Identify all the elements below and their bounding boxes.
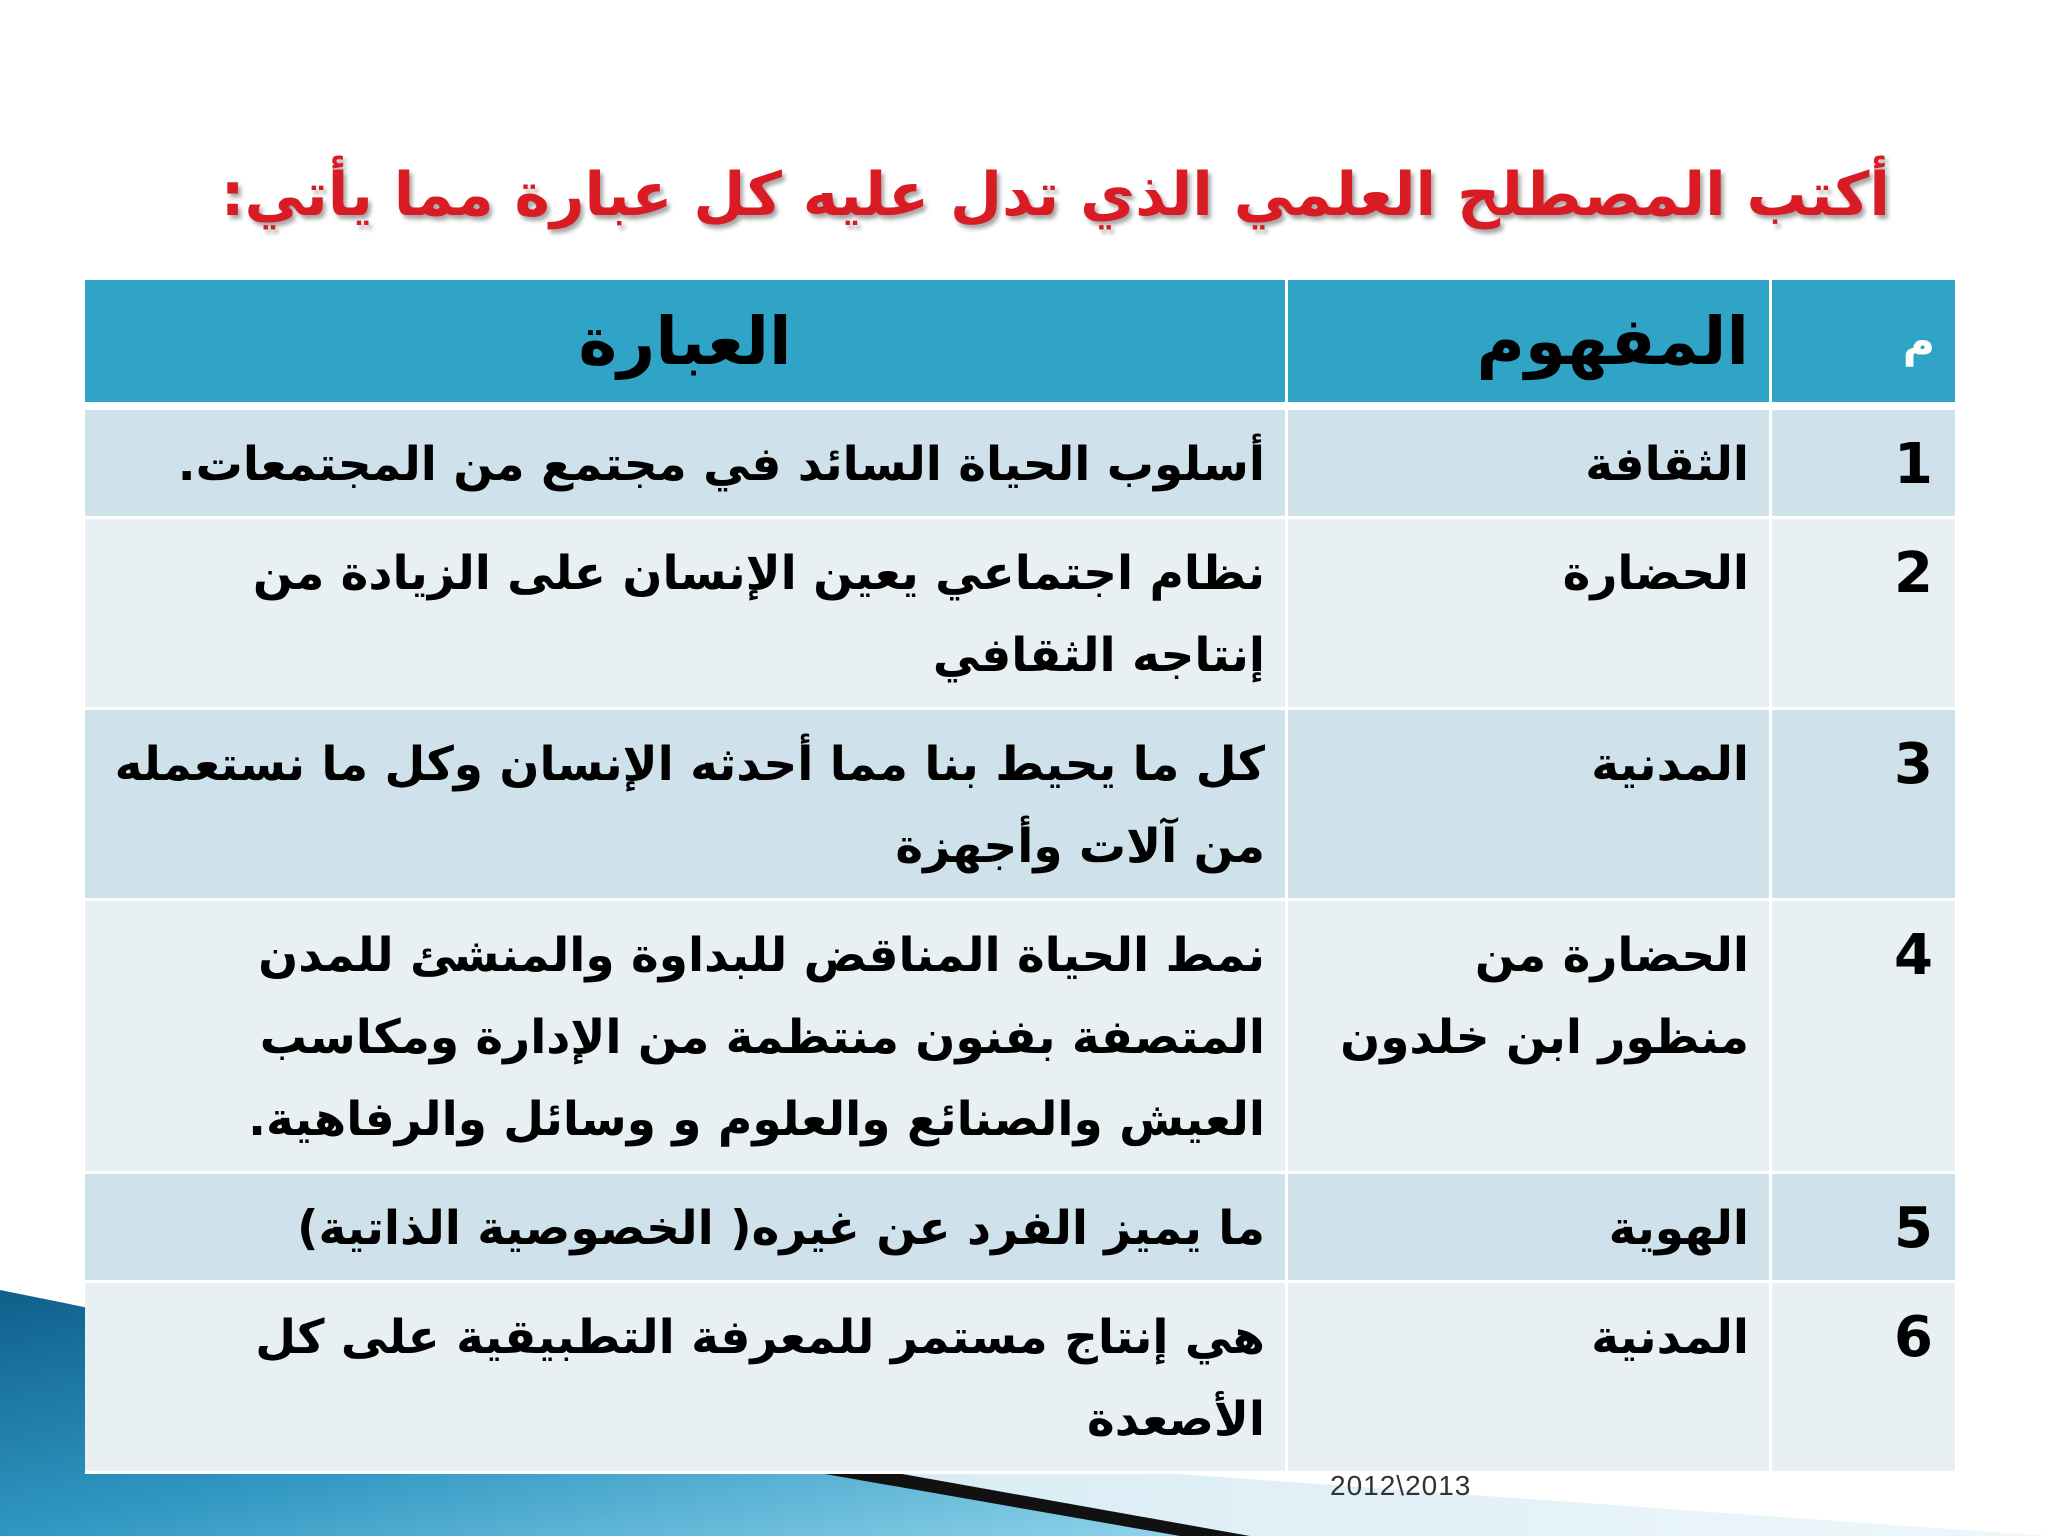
row-phrase: أسلوب الحياة السائد في مجتمع من المجتمعات. <box>85 410 1285 519</box>
table-row <box>85 901 1955 1174</box>
table-row <box>85 410 1955 519</box>
row-number: 3 <box>1769 710 1955 901</box>
slide-title: أكتب المصطلح العلمي الذي تدل عليه كل عبارة مما يأتي: <box>220 160 1890 230</box>
row-concept: الثقافة <box>1285 410 1769 519</box>
terms-table <box>85 280 1955 1474</box>
row-phrase: كل ما يحيط بنا مما أحدثه الإنسان وكل ما نستعمله من آلات وأجهزة <box>85 710 1285 901</box>
row-number: 4 <box>1769 901 1955 1174</box>
row-number: 2 <box>1769 519 1955 710</box>
row-concept: الحضارة <box>1285 519 1769 710</box>
table-row <box>85 710 1955 901</box>
row-number: 6 <box>1769 1283 1955 1474</box>
table-row <box>85 519 1955 710</box>
row-number: 5 <box>1769 1174 1955 1283</box>
row-concept: المدنية <box>1285 1283 1769 1474</box>
header-concept: المفهوم <box>1285 280 1769 410</box>
row-concept: الهوية <box>1285 1174 1769 1283</box>
row-phrase: نظام اجتماعي يعين الإنسان على الزيادة من إنتاجه الثقافي <box>85 519 1285 710</box>
header-number: م <box>1769 280 1955 410</box>
row-phrase: ما يميز الفرد عن غيره( الخصوصية الذاتية) <box>85 1174 1285 1283</box>
row-phrase: هي إنتاج مستمر للمعرفة التطبيقية على كل الأصعدة <box>85 1283 1285 1474</box>
table-row <box>85 1283 1955 1474</box>
header-phrase: العبارة <box>85 280 1285 410</box>
table-header-row <box>85 280 1955 410</box>
footer-year: 2012\2013 <box>1330 1470 1472 1501</box>
row-concept: الحضارة من منظور ابن خلدون <box>1285 901 1769 1174</box>
row-number: 1 <box>1769 410 1955 519</box>
row-concept: المدنية <box>1285 710 1769 901</box>
table-row <box>85 1174 1955 1283</box>
row-phrase: نمط الحياة المناقض للبداوة والمنشئ للمدن المتصفة بفنون منتظمة من الإدارة ومكاسب العيش والصنائع والعلوم و وسائل والرفاهية. <box>85 901 1285 1174</box>
